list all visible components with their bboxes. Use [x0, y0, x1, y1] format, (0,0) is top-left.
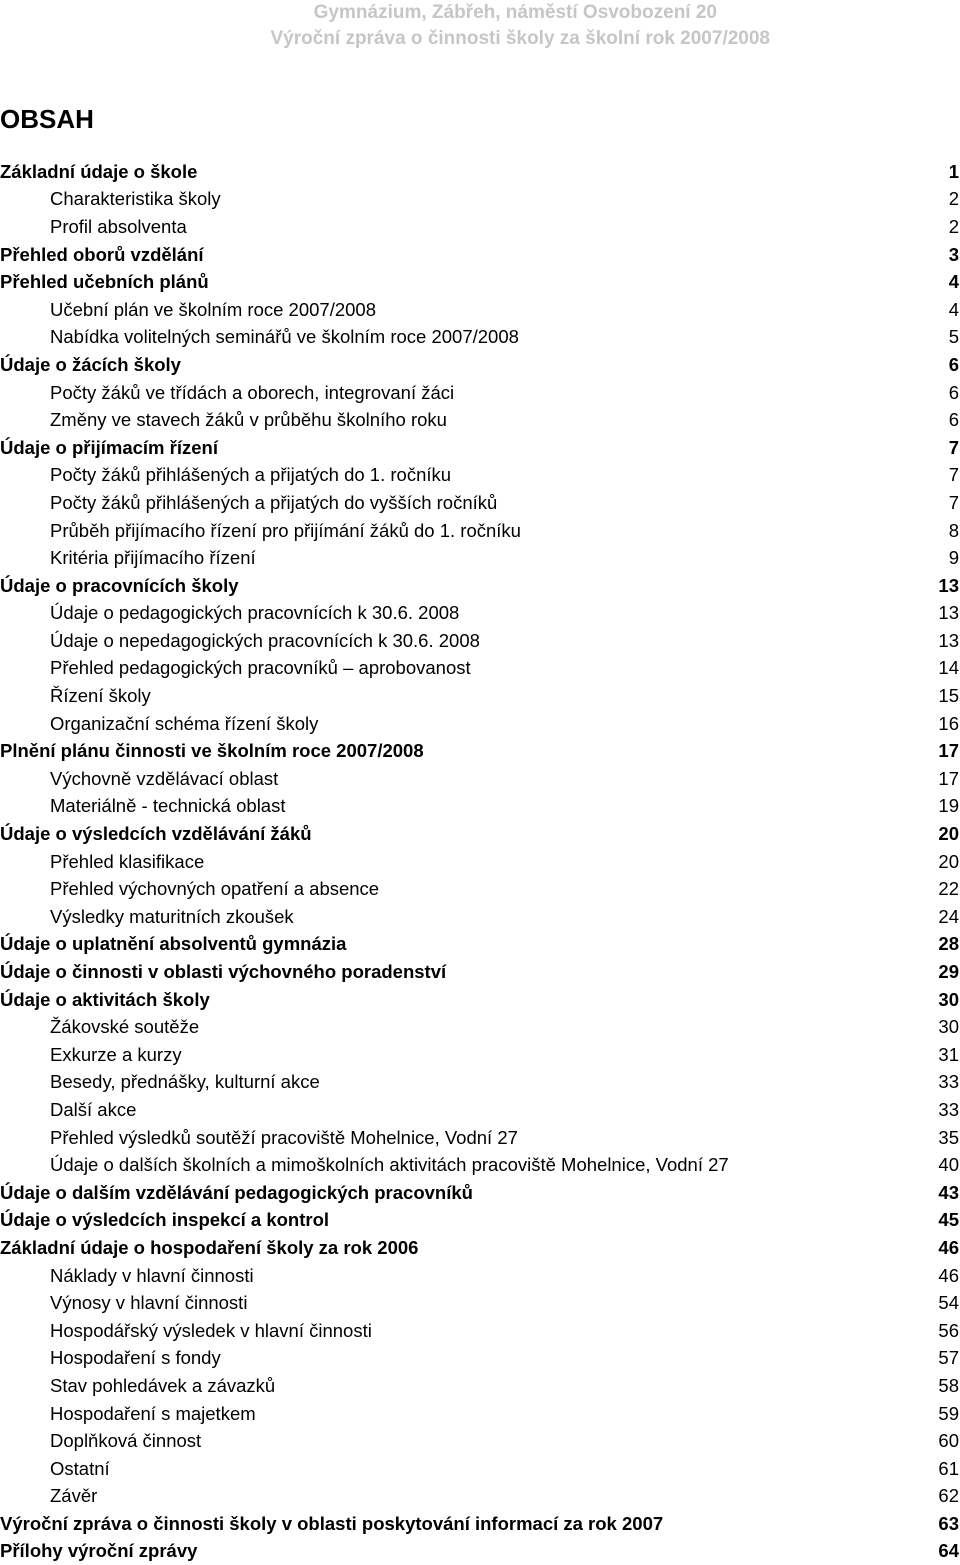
toc-entry-page-number: 6: [948, 409, 959, 431]
toc-entry-page-number: 61: [938, 1457, 959, 1479]
toc-subsection-entry[interactable]: [0, 1372, 960, 1400]
toc-entry-label: Přílohy výroční zprávy: [0, 1540, 198, 1562]
toc-section-entry[interactable]: [0, 1538, 960, 1565]
toc-entry-label: Údaje o uplatnění absolventů gymnázia: [0, 933, 347, 955]
toc-subsection-entry[interactable]: [0, 1483, 960, 1511]
toc-entry-label: Besedy, přednášky, kulturní akce: [50, 1071, 320, 1093]
toc-entry-label: Průběh přijímacího řízení pro přijímání žáků do 1. ročníku: [50, 519, 521, 541]
toc-entry-label: Přehled oborů vzdělání: [0, 243, 204, 265]
toc-section-entry[interactable]: [0, 931, 960, 959]
toc-entry-page-number: 31: [938, 1043, 959, 1065]
toc-entry-label: Počty žáků ve třídách a oborech, integrovaní žáci: [50, 381, 455, 403]
toc-section-entry[interactable]: [0, 986, 960, 1014]
toc-entry-label: Stav pohledávek a závazků: [50, 1374, 276, 1396]
toc-entry-page-number: 56: [938, 1319, 959, 1341]
toc-entry-label: Závěr: [50, 1485, 98, 1507]
toc-entry-label: Údaje o nepedagogických pracovnících k 30.6. 2008: [50, 629, 480, 651]
toc-section-entry[interactable]: [0, 1207, 960, 1235]
toc-entry-label: Počty žáků přihlášených a přijatých do 1. ročníku: [50, 464, 452, 486]
toc-subsection-entry[interactable]: [0, 489, 960, 517]
toc-entry-label: Profil absolventa: [50, 215, 187, 237]
toc-entry-label: Údaje o pracovnících školy: [0, 574, 239, 596]
toc-entry-page-number: 46: [938, 1264, 959, 1286]
toc-entry-label: Plnění plánu činnosti ve školním roce 2007/2008: [0, 740, 424, 762]
toc-subsection-entry[interactable]: [0, 1124, 960, 1152]
toc-entry-page-number: 40: [938, 1154, 959, 1176]
toc-entry-page-number: 20: [938, 823, 959, 845]
toc-entry-label: Doplňková činnost: [50, 1430, 202, 1452]
toc-subsection-entry[interactable]: [0, 1427, 960, 1455]
toc-section-entry[interactable]: [0, 737, 960, 765]
toc-entry-page-number: 63: [938, 1512, 959, 1534]
toc-entry-label: Exkurze a kurzy: [50, 1043, 182, 1065]
header-report-title: Výroční zpráva o činnosti školy za školní rok 2007/2008: [270, 28, 770, 49]
toc-entry-label: Organizační schéma řízení školy: [50, 712, 319, 734]
toc-subsection-entry[interactable]: [0, 324, 960, 352]
toc-entry-label: Žákovské soutěže: [50, 1016, 200, 1038]
toc-subsection-entry[interactable]: [0, 848, 960, 876]
toc-entry-label: Přehled klasifikace: [50, 850, 205, 872]
toc-entry-page-number: 62: [938, 1485, 959, 1507]
toc-entry-label: Počty žáků přihlášených a přijatých do vyšších ročníků: [50, 491, 498, 513]
toc-entry-page-number: 8: [948, 519, 959, 541]
toc-entry-page-number: 6: [948, 381, 959, 403]
toc-subsection-entry[interactable]: [0, 1096, 960, 1124]
toc-entry-label: Změny ve stavech žáků v průběhu školního roku: [50, 409, 447, 431]
toc-subsection-entry[interactable]: [0, 1400, 960, 1428]
toc-subsection-entry[interactable]: [0, 186, 960, 214]
toc-section-entry[interactable]: [0, 572, 960, 600]
toc-section-entry[interactable]: [0, 351, 960, 379]
toc-entry-label: Náklady v hlavní činnosti: [50, 1264, 254, 1286]
toc-subsection-entry[interactable]: [0, 379, 960, 407]
toc-entry-label: Výnosy v hlavní činnosti: [50, 1292, 248, 1314]
header-school-name: Gymnázium, Zábřeh, náměstí Osvobození 20: [313, 2, 717, 23]
toc-entry-label: Charakteristika školy: [50, 188, 221, 210]
toc-subsection-entry[interactable]: [0, 765, 960, 793]
toc-entry-label: Údaje o přijímacím řízení: [0, 436, 218, 458]
toc-entry-label: Učební plán ve školním roce 2007/2008: [50, 298, 377, 320]
toc-section-entry[interactable]: [0, 268, 960, 296]
toc-section-entry[interactable]: [0, 820, 960, 848]
toc-entry-page-number: 57: [938, 1347, 959, 1369]
toc-entry-page-number: 14: [938, 657, 959, 679]
toc-entry-label: Výchovně vzdělávací oblast: [50, 767, 279, 789]
toc-entry-page-number: 20: [938, 850, 959, 872]
toc-subsection-entry[interactable]: [0, 296, 960, 324]
toc-entry-label: Údaje o žácích školy: [0, 353, 181, 375]
toc-subsection-entry[interactable]: [0, 1455, 960, 1483]
toc-entry-label: Výsledky maturitních zkoušek: [50, 905, 294, 927]
toc-section-entry[interactable]: [0, 958, 960, 986]
toc-subsection-entry[interactable]: [0, 600, 960, 628]
toc-entry-label: Přehled pedagogických pracovníků – aprobovanost: [50, 657, 471, 679]
toc-entry-page-number: 4: [948, 298, 959, 320]
toc-entry-page-number: 64: [938, 1540, 959, 1562]
toc-entry-page-number: 7: [948, 491, 959, 513]
toc-entry-label: Kritéria přijímacího řízení: [50, 547, 256, 569]
toc-subsection-entry[interactable]: [0, 1151, 960, 1179]
toc-entry-label: Údaje o dalších školních a mimoškolních aktivitách pracoviště Mohelnice, Vodní 27: [50, 1154, 729, 1176]
toc-subsection-entry[interactable]: [0, 406, 960, 434]
toc-title: OBSAH: [0, 104, 94, 134]
toc-entry-label: Výroční zpráva o činnosti školy v oblasti poskytování informací za rok 2007: [0, 1512, 664, 1534]
toc-entry-page-number: 33: [938, 1098, 959, 1120]
toc-entry-page-number: 24: [938, 905, 959, 927]
toc-entry-label: Řízení školy: [50, 685, 151, 707]
toc-entry-page-number: 59: [938, 1402, 959, 1424]
toc-entry-page-number: 4: [948, 271, 959, 293]
toc-section-entry[interactable]: [0, 1179, 960, 1207]
toc-entry-page-number: 7: [948, 436, 959, 458]
toc-entry-label: Přehled učebních plánů: [0, 271, 209, 293]
toc-entry-page-number: 2: [948, 188, 959, 210]
toc-entry-page-number: 60: [938, 1430, 959, 1452]
toc-subsection-entry[interactable]: [0, 903, 960, 931]
toc-entry-label: Přehled výchovných opatření a absence: [50, 878, 380, 900]
toc-entry-label: Údaje o aktivitách školy: [0, 988, 210, 1010]
toc-entry-page-number: 9: [948, 547, 959, 569]
toc-subsection-entry[interactable]: [0, 462, 960, 490]
toc-entry-page-number: 13: [938, 602, 959, 624]
toc-entry-label: Hospodaření s fondy: [50, 1347, 221, 1369]
toc-subsection-entry[interactable]: [0, 682, 960, 710]
toc-entry-label: Nabídka volitelných seminářů ve školním roce 2007/2008: [50, 326, 519, 348]
toc-subsection-entry[interactable]: [0, 1069, 960, 1097]
toc-subsection-entry[interactable]: [0, 1013, 960, 1041]
toc-entry-page-number: 13: [938, 574, 959, 596]
toc-entry-label: Údaje o pedagogických pracovnících k 30.6. 2008: [50, 602, 460, 624]
toc-entry-page-number: 17: [938, 767, 959, 789]
toc-section-entry[interactable]: [0, 158, 960, 186]
toc-entry-label: Údaje o výsledcích vzdělávání žáků: [0, 823, 312, 845]
toc-entry-page-number: 17: [938, 740, 959, 762]
toc-entry-label: Další akce: [50, 1098, 137, 1120]
table-of-contents: [0, 158, 960, 1565]
toc-entry-page-number: 29: [938, 961, 959, 983]
toc-entry-page-number: 3: [948, 243, 959, 265]
toc-section-entry[interactable]: [0, 1510, 960, 1538]
toc-subsection-entry[interactable]: [0, 875, 960, 903]
toc-section-entry[interactable]: [0, 241, 960, 269]
toc-subsection-entry[interactable]: [0, 1345, 960, 1373]
toc-subsection-entry[interactable]: [0, 627, 960, 655]
toc-subsection-entry[interactable]: [0, 517, 960, 545]
toc-subsection-entry[interactable]: [0, 710, 960, 738]
toc-entry-page-number: 2: [948, 215, 959, 237]
toc-subsection-entry[interactable]: [0, 544, 960, 572]
toc-entry-page-number: 7: [948, 464, 959, 486]
toc-entry-label: Materiálně - technická oblast: [50, 795, 286, 817]
toc-subsection-entry[interactable]: [0, 655, 960, 683]
toc-entry-label: Údaje o dalším vzdělávání pedagogických pracovníků: [0, 1181, 473, 1203]
toc-entry-page-number: 35: [938, 1126, 959, 1148]
toc-entry-label: Údaje o činnosti v oblasti výchovného poradenství: [0, 961, 447, 983]
toc-entry-page-number: 28: [938, 933, 959, 955]
toc-entry-label: Údaje o výsledcích inspekcí a kontrol: [0, 1209, 330, 1231]
toc-entry-page-number: 58: [938, 1374, 959, 1396]
toc-entry-page-number: 19: [938, 795, 959, 817]
toc-subsection-entry[interactable]: [0, 1317, 960, 1345]
toc-entry-page-number: 33: [938, 1071, 959, 1093]
toc-section-entry[interactable]: [0, 434, 960, 462]
toc-entry-label: Základní údaje o škole: [0, 160, 198, 182]
toc-entry-page-number: 46: [938, 1236, 959, 1258]
toc-entry-page-number: 1: [948, 160, 959, 182]
toc-subsection-entry[interactable]: [0, 793, 960, 821]
toc-entry-page-number: 15: [938, 685, 959, 707]
toc-entry-page-number: 22: [938, 878, 959, 900]
toc-entry-label: Hospodaření s majetkem: [50, 1402, 256, 1424]
toc-entry-page-number: 16: [938, 712, 959, 734]
toc-entry-page-number: 30: [938, 988, 959, 1010]
toc-entry-page-number: 45: [938, 1209, 959, 1231]
toc-entry-page-number: 13: [938, 629, 959, 651]
toc-subsection-entry[interactable]: [0, 1041, 960, 1069]
toc-entry-label: Přehled výsledků soutěží pracoviště Mohelnice, Vodní 27: [50, 1126, 518, 1148]
toc-subsection-entry[interactable]: [0, 213, 960, 241]
toc-entry-label: Základní údaje o hospodaření školy za rok 2006: [0, 1236, 419, 1258]
toc-entry-label: Hospodářský výsledek v hlavní činnosti: [50, 1319, 372, 1341]
toc-subsection-entry[interactable]: [0, 1289, 960, 1317]
toc-entry-page-number: 5: [948, 326, 959, 348]
toc-entry-page-number: 6: [948, 353, 959, 375]
page-header: [0, 0, 960, 52]
toc-entry-label: Ostatní: [50, 1457, 110, 1479]
toc-entry-page-number: 54: [938, 1292, 959, 1314]
toc-entry-page-number: 30: [938, 1016, 959, 1038]
toc-entry-page-number: 43: [938, 1181, 959, 1203]
toc-section-entry[interactable]: [0, 1234, 960, 1262]
toc-subsection-entry[interactable]: [0, 1262, 960, 1290]
